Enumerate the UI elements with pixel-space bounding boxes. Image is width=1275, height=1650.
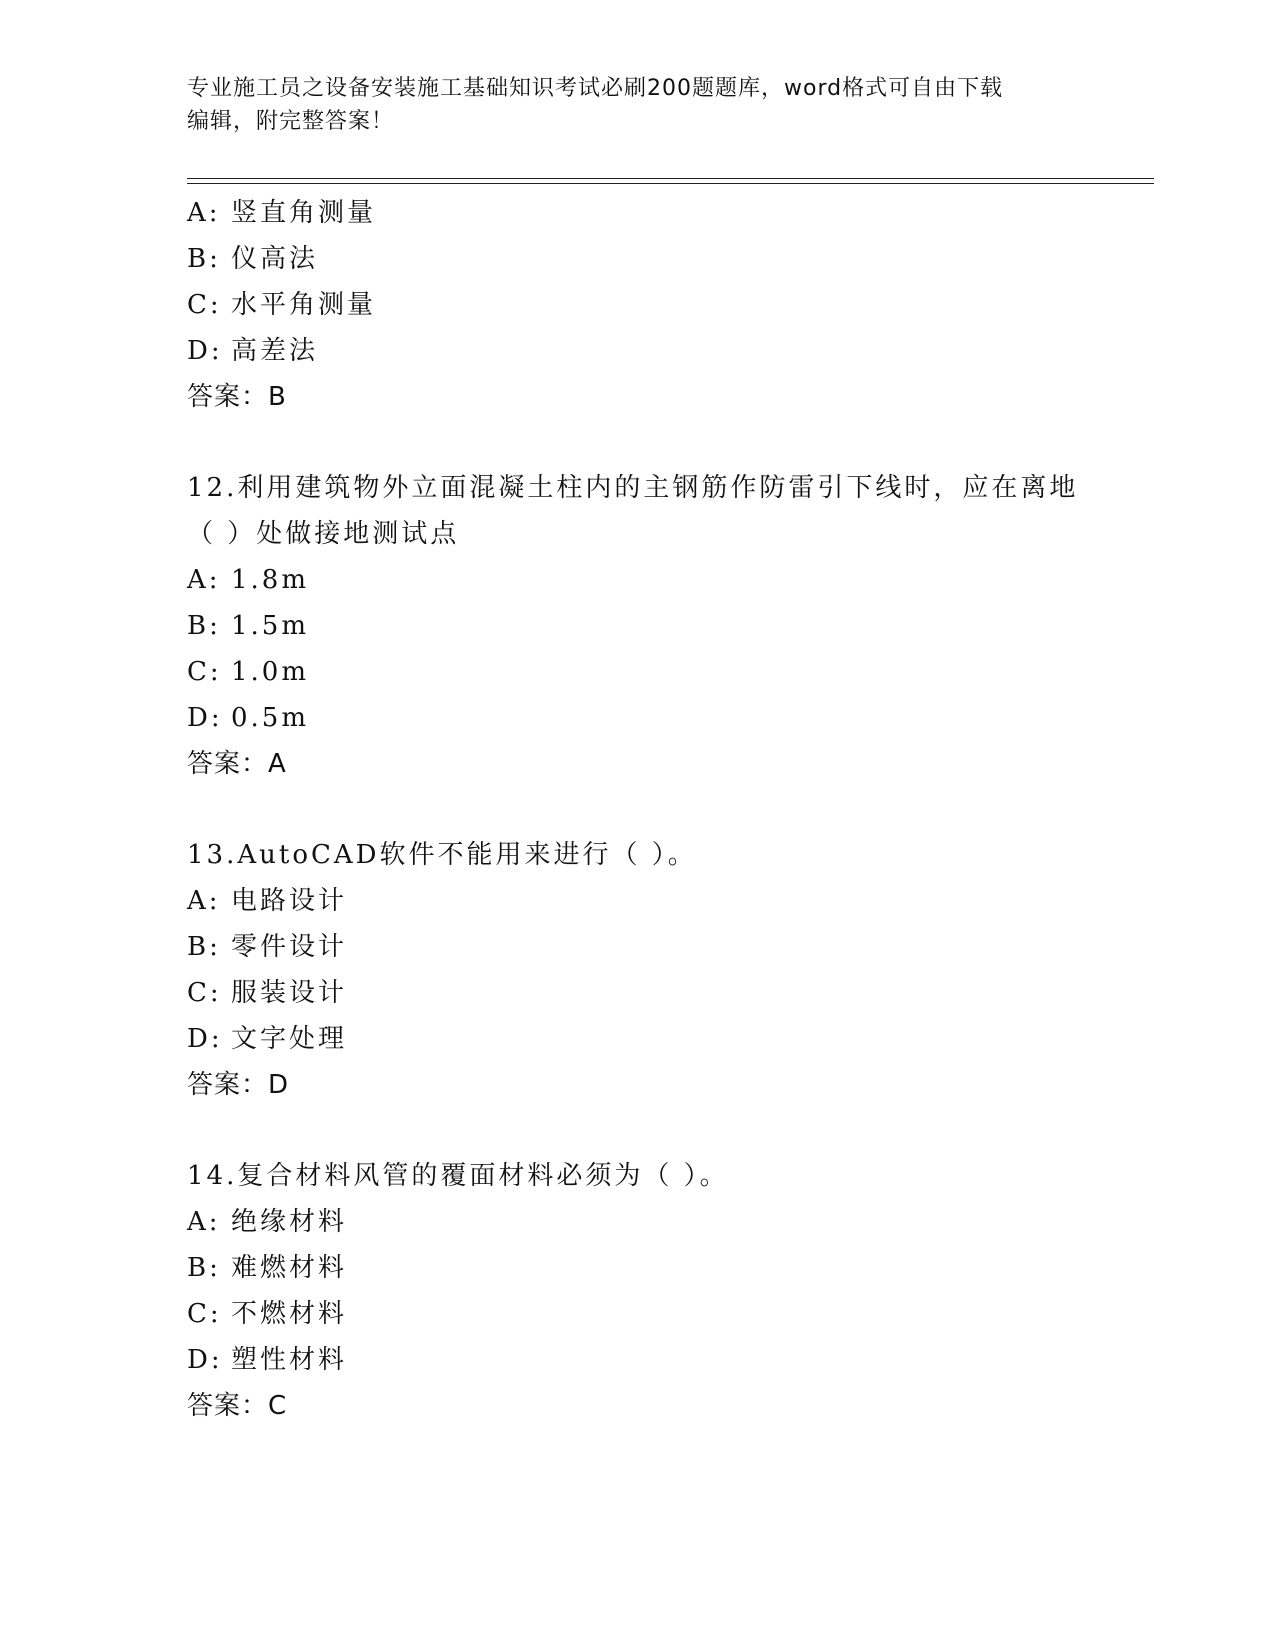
option-label: B: [187,611,221,641]
question-stem: 12.利用建筑物外立面混凝土柱内的主钢筋作防雷引下线时，应在离地 [187,473,1079,503]
option-a [187,557,1087,603]
option-c [187,649,1087,695]
option-text: 1.5m [231,611,310,641]
option-b [187,1245,1087,1291]
spacer [187,1108,1087,1153]
option-label: D: [187,1024,223,1054]
answer-line: 答案：B [187,382,287,412]
option-text: 塑性材料 [231,1345,348,1375]
option-c [187,970,1087,1016]
option-label: B: [187,1253,221,1283]
option-label: C: [187,1299,222,1329]
question-12 [187,465,1087,787]
option-c [187,1291,1087,1337]
option-text: 零件设计 [231,932,348,962]
option-label: D: [187,336,223,366]
option-text: 电路设计 [231,886,348,916]
option-a [187,190,1087,236]
option-d [187,1016,1087,1062]
option-text: 不燃材料 [231,1299,348,1329]
header-divider-bottom [187,183,1154,184]
option-text: 服装设计 [231,978,348,1008]
question-11 [187,190,1087,420]
option-label: D: [187,1345,223,1375]
option-label: A: [187,886,221,916]
option-b [187,924,1087,970]
option-label: A: [187,1207,221,1237]
answer-line: 答案：D [187,1070,290,1100]
header-line-1: 专业施工员之设备安装施工基础知识考试必刷200题题库，word格式可自由下载 [187,76,1004,101]
option-text: 1.0m [231,657,310,687]
option-d [187,695,1087,741]
option-text: 0.5m [231,703,310,733]
option-label: C: [187,290,222,320]
header-divider-top [187,178,1154,179]
option-label: B: [187,932,221,962]
header-line-2: 编辑，附完整答案！ [187,109,395,134]
question-stem-continued: （ ）处做接地测试点 [187,519,460,549]
option-text: 仪高法 [231,244,319,274]
option-b [187,236,1087,282]
question-stem: 13.AutoCAD软件不能用来进行（ ）。 [187,840,697,870]
option-text: 水平角测量 [231,290,377,320]
option-label: D: [187,703,223,733]
option-label: A: [187,565,221,595]
option-text: 1.8m [231,565,310,595]
option-a [187,878,1087,924]
option-d [187,328,1087,374]
option-b [187,603,1087,649]
option-label: C: [187,657,222,687]
option-label: C: [187,978,222,1008]
question-13 [187,832,1087,1108]
answer-line: 答案：C [187,1391,288,1421]
option-text: 高差法 [231,336,319,366]
option-label: B: [187,244,221,274]
option-label: A: [187,198,221,228]
option-a [187,1199,1087,1245]
option-c [187,282,1087,328]
question-stem: 14.复合材料风管的覆面材料必须为（ ）。 [187,1161,729,1191]
question-list [187,190,1087,1429]
option-text: 文字处理 [231,1024,348,1054]
question-14 [187,1153,1087,1429]
option-text: 难燃材料 [231,1253,348,1283]
spacer [187,787,1087,832]
option-text: 竖直角测量 [231,198,377,228]
spacer [187,420,1087,465]
option-d [187,1337,1087,1383]
option-text: 绝缘材料 [231,1207,348,1237]
document-header [187,72,1087,138]
answer-line: 答案：A [187,749,287,779]
